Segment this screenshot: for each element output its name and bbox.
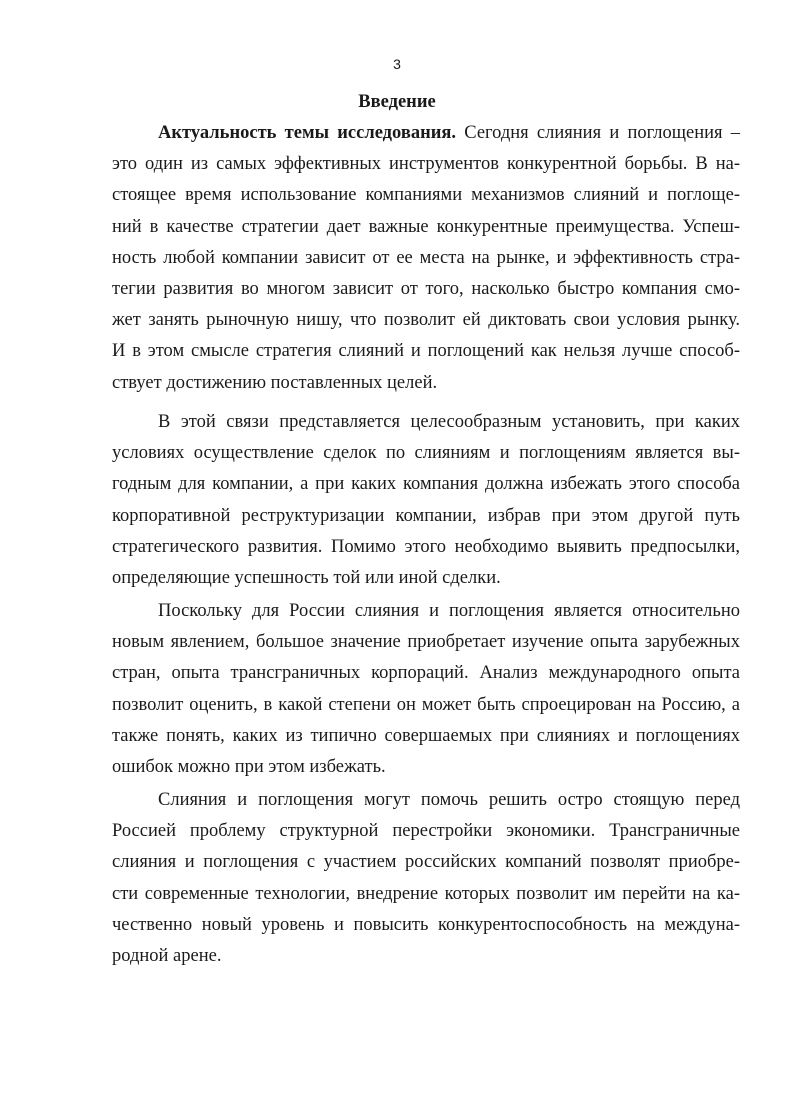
paragraph-line: сти современные технологии, внедрение которых позволит им перейти на ка- xyxy=(112,883,740,904)
paragraph-line: стран, опыта трансграничных корпораций. Анализ международного опыта xyxy=(112,663,740,684)
page-number: 3 xyxy=(393,56,401,72)
paragraph-line: Поскольку для России слияния и поглощения является относительно xyxy=(158,601,740,621)
paragraph-line: позволит оценить, в какой степени он может быть спроецирован на Россию, а xyxy=(112,694,740,715)
paragraph-line: тегии развития во многом зависит от того, насколько быстро компания смо- xyxy=(112,278,740,299)
paragraph-line: ность любой компании зависит от ее места на рынке, и эффективность стра- xyxy=(112,247,740,268)
paragraph-line: чественно новый уровень и повысить конкурентоспособность на междуна- xyxy=(112,914,740,935)
paragraph-line: ствует достижению поставленных целей. xyxy=(112,372,438,393)
paragraph-line: корпоративной реструктуризации компании, избрав при этом другой путь xyxy=(112,505,740,526)
paragraph-line: ний в качестве стратегии дает важные конкурентные преимущества. Успеш- xyxy=(112,216,740,237)
paragraph-line: ошибок можно при этом избежать. xyxy=(112,756,386,777)
paragraph-line: Россией проблему структурной перестройки экономики. Трансграничные xyxy=(112,821,740,842)
paragraph-line: это один из самых эффективных инструментов конкурентной борьбы. В на- xyxy=(112,154,740,175)
paragraph-line: И в этом смысле стратегия слияний и поглощений как нельзя лучше способ- xyxy=(112,341,740,362)
paragraph-line: стоящее время использование компаниями механизмов слияний и поглоще- xyxy=(112,185,740,206)
paragraph-line: Слияния и поглощения могут помочь решить остро стоящую перед xyxy=(158,790,740,810)
paragraph-line: слияния и поглощения с участием российских компаний позволят приобре- xyxy=(112,852,740,873)
section-heading: Введение xyxy=(358,92,436,112)
paragraph-line: годным для компании, а при каких компания должна избежать этого способа xyxy=(112,474,740,495)
relevance-lead: Актуальность темы исследования. xyxy=(158,123,457,143)
paragraph-line: условиях осуществление сделок по слияниям и поглощениям является вы- xyxy=(112,443,740,464)
paragraph-foreign-experience xyxy=(112,596,740,783)
paragraph-restructuring xyxy=(112,785,740,972)
paragraph-line: новым явлением, большое значение приобретает изучение опыта зарубежных xyxy=(112,632,740,653)
paragraph-line: Актуальность темы исследования. Сегодня слияния и поглощения – xyxy=(158,123,740,143)
paragraph-line: также понять, каких из типично совершаемых при слияниях и поглощениях xyxy=(112,725,740,746)
paragraph-conditions xyxy=(112,407,740,594)
paragraph-line: родной арене. xyxy=(112,945,222,966)
paragraph-line: жет занять рыночную нишу, что позволит ей диктовать свои условия рынку. xyxy=(112,310,740,331)
paragraph-relevance xyxy=(112,118,740,399)
paragraph-line: определяющие успешность той или иной сделки. xyxy=(112,567,501,588)
paragraph-line: стратегического развития. Помимо этого необходимо выявить предпосылки, xyxy=(112,536,740,557)
paragraph-line: В этой связи представляется целесообразным установить, при каких xyxy=(158,412,740,432)
